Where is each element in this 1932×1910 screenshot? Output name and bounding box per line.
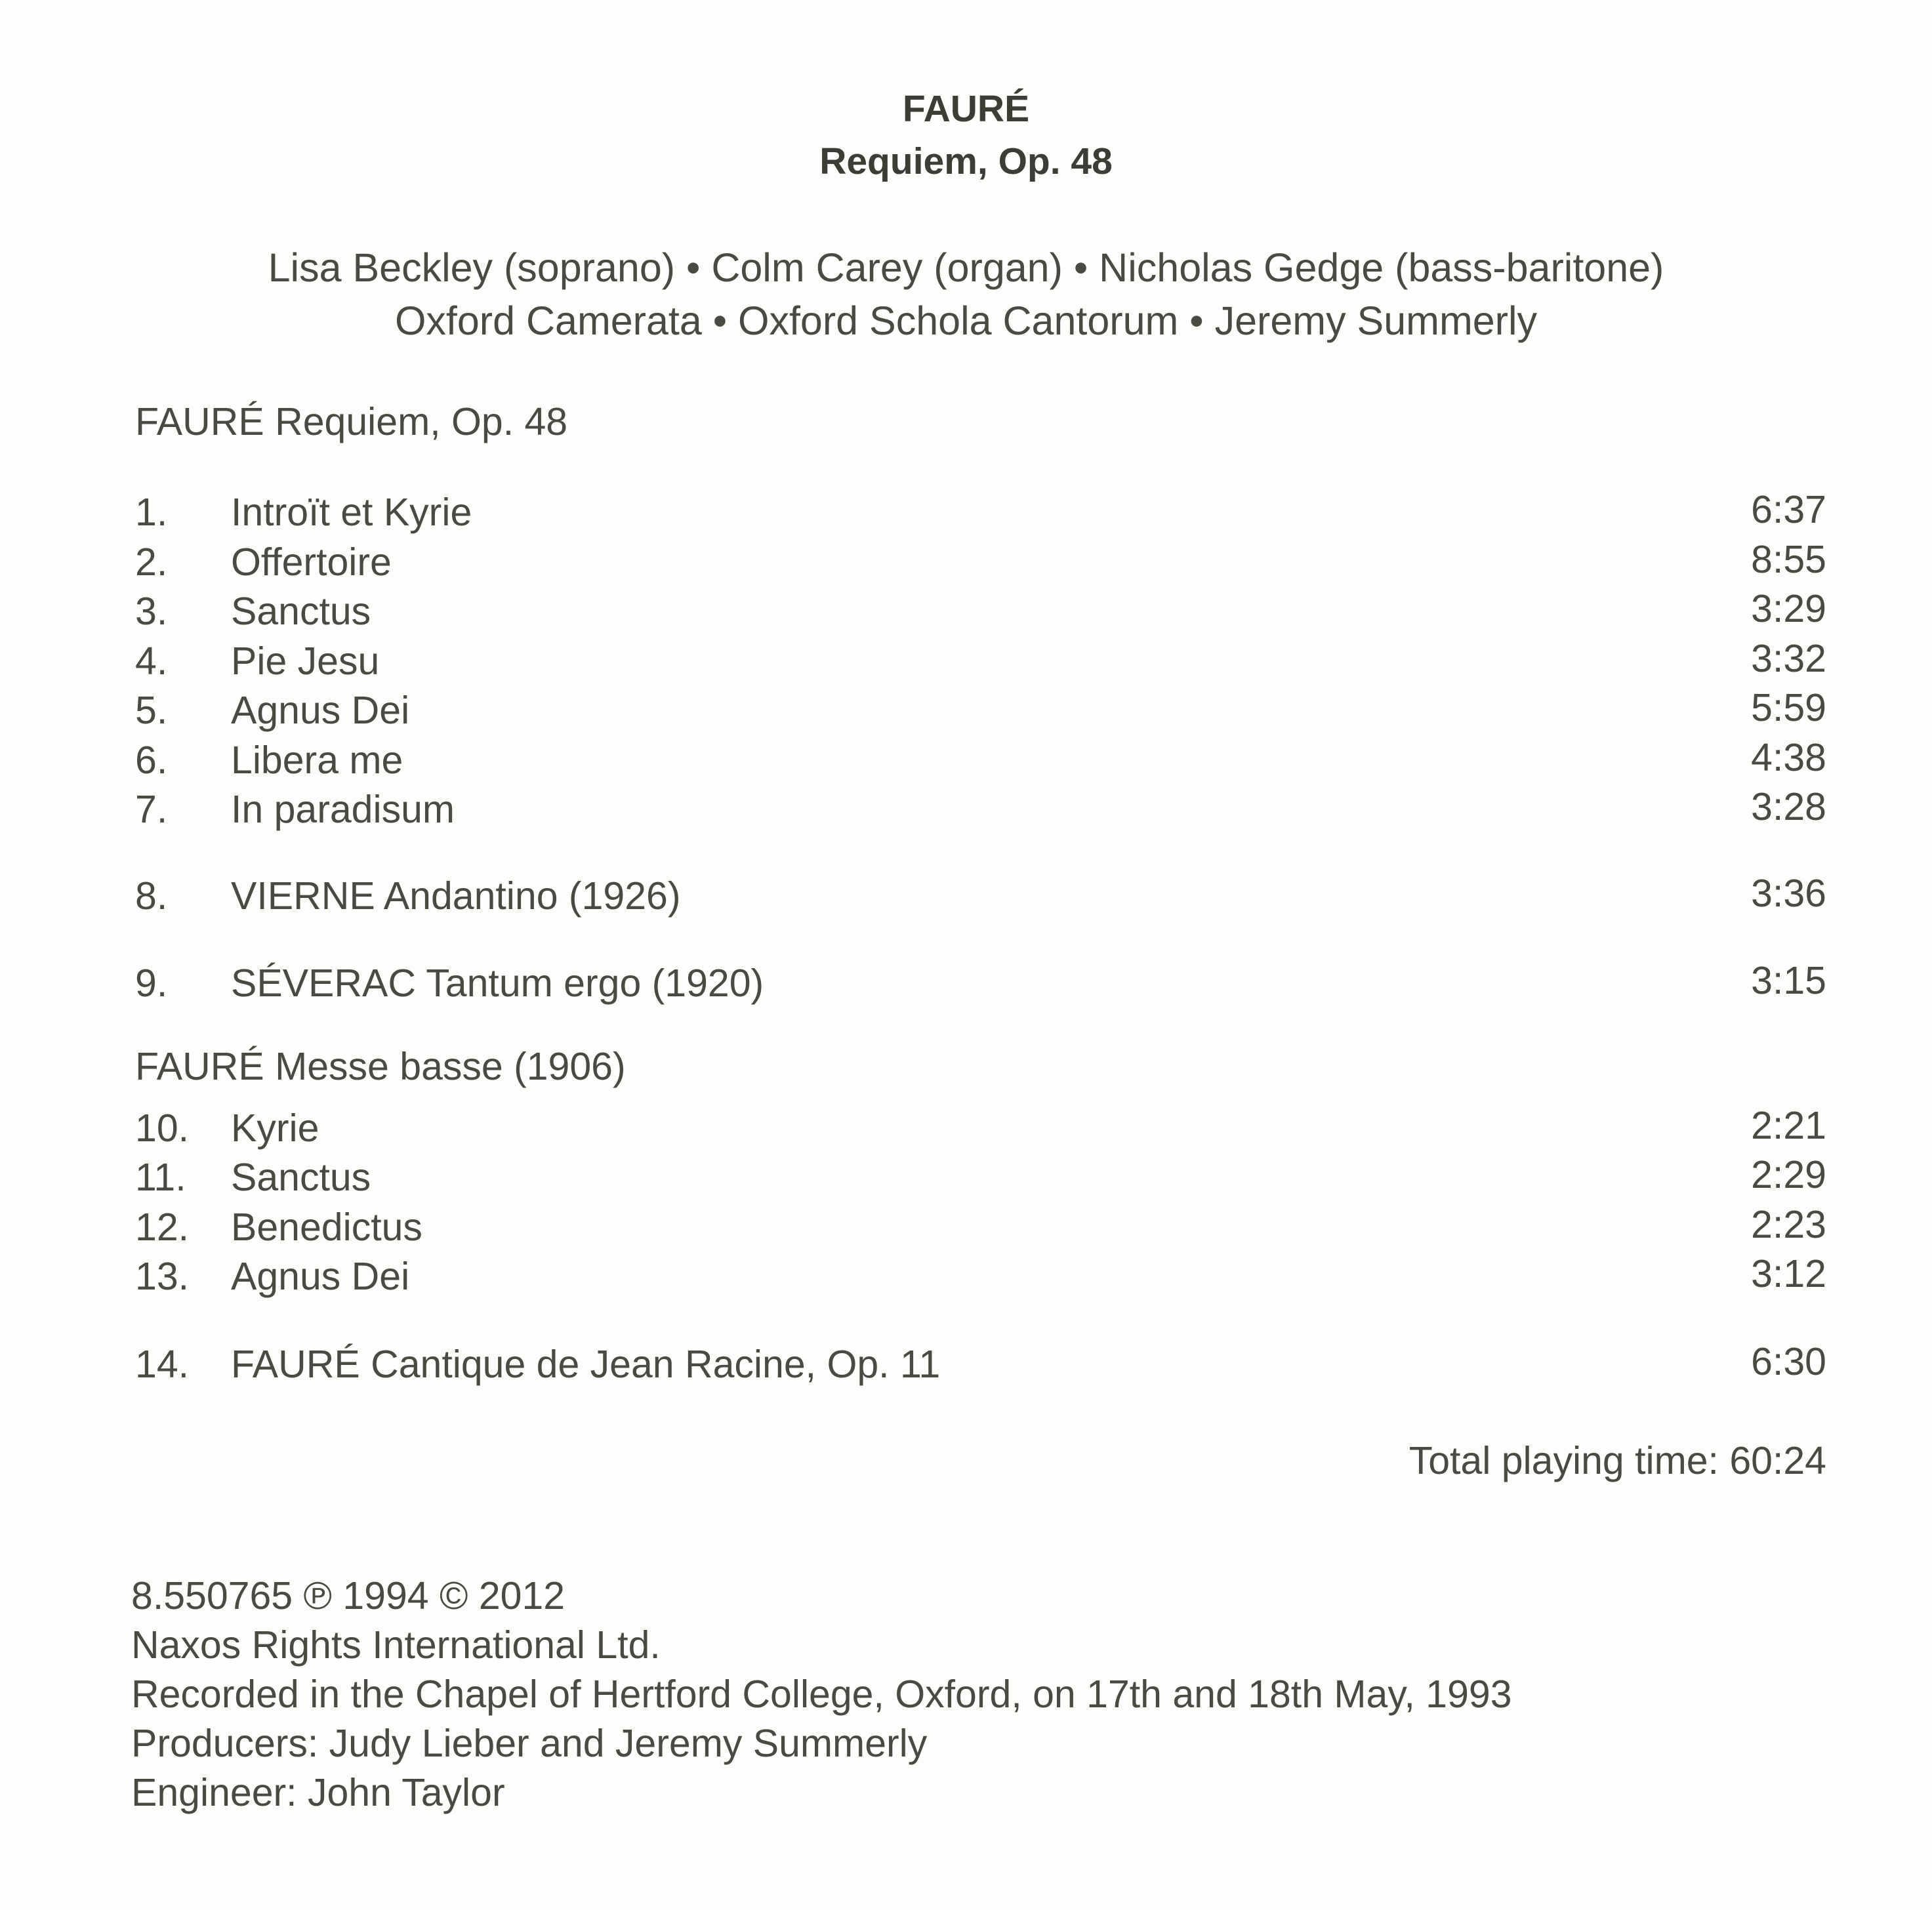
track-duration: 3:28 — [1751, 785, 1826, 828]
track-number: 2. — [135, 540, 168, 584]
track-title: Agnus Dei — [231, 689, 410, 732]
track-duration: 2:23 — [1751, 1203, 1826, 1246]
track-title: Pie Jesu — [231, 640, 380, 683]
track-duration: 2:29 — [1751, 1153, 1826, 1196]
track-title: In paradisum — [231, 788, 455, 831]
track-title: Benedictus — [231, 1206, 422, 1249]
track-title: VIERNE Andantino (1926) — [231, 874, 681, 918]
track-title: Libera me — [231, 739, 403, 782]
track-title: FAURÉ Cantique de Jean Racine, Op. 11 — [231, 1343, 941, 1386]
track-row — [135, 1203, 1826, 1251]
track-duration: 4:38 — [1751, 736, 1826, 779]
track-number: 3. — [135, 590, 168, 633]
performers-line-1: Lisa Beckley (soprano) • Colm Carey (organ) • Nicholas Gedge (bass-baritone) — [268, 245, 1664, 290]
track-duration: 3:12 — [1751, 1252, 1826, 1295]
track-duration: 3:15 — [1751, 959, 1826, 1002]
composer-heading: FAURÉ — [902, 88, 1030, 130]
track-row — [135, 785, 1826, 834]
track-row — [135, 587, 1826, 636]
track-row — [135, 1104, 1826, 1152]
total-playing-time: Total playing time: 60:24 — [1408, 1439, 1826, 1482]
performers-line-2: Oxford Camerata • Oxford Schola Cantorum • Jeremy Summerly — [394, 298, 1538, 343]
work-title: Requiem, Op. 48 — [819, 140, 1113, 182]
producers-line: Producers: Judy Lieber and Jeremy Summerly — [131, 1722, 928, 1765]
track-number: 12. — [135, 1206, 190, 1249]
engineer-line: Engineer: John Taylor — [131, 1771, 505, 1814]
track-title: Introït et Kyrie — [231, 491, 472, 534]
track-row — [135, 488, 1826, 537]
track-number: 7. — [135, 788, 168, 831]
track-number: 8. — [135, 874, 168, 918]
section-heading-messe-basse: FAURÉ Messe basse (1906) — [135, 1045, 626, 1088]
recording-venue-line: Recorded in the Chapel of Hertford College, Oxford, on 17th and 18th May, 1993 — [131, 1673, 1512, 1716]
track-title: Agnus Dei — [231, 1255, 410, 1298]
track-title: Kyrie — [231, 1107, 319, 1150]
track-number: 9. — [135, 962, 168, 1005]
track-title: Offertoire — [231, 540, 392, 584]
track-number: 4. — [135, 640, 168, 683]
track-duration: 3:29 — [1751, 587, 1826, 630]
track-row — [135, 1153, 1826, 1202]
track-duration: 3:32 — [1751, 637, 1826, 680]
track-duration: 6:37 — [1751, 488, 1826, 531]
track-row — [135, 637, 1826, 685]
track-row — [135, 872, 1826, 920]
track-number: 1. — [135, 491, 168, 534]
track-duration: 3:36 — [1751, 872, 1826, 915]
track-title: SÉVERAC Tantum ergo (1920) — [231, 962, 764, 1005]
track-row — [135, 686, 1826, 735]
rights-holder-line: Naxos Rights International Ltd. — [131, 1623, 661, 1667]
track-title: Sanctus — [231, 1156, 371, 1199]
credits-block — [131, 1572, 1512, 1818]
track-number: 10. — [135, 1107, 190, 1150]
track-title: Sanctus — [231, 590, 371, 633]
track-duration: 8:55 — [1751, 538, 1826, 581]
track-number: 6. — [135, 739, 168, 782]
section-heading-requiem: FAURÉ Requiem, Op. 48 — [135, 400, 568, 443]
track-number: 13. — [135, 1255, 190, 1298]
track-row — [135, 1252, 1826, 1301]
track-number: 5. — [135, 689, 168, 732]
track-duration: 2:21 — [1751, 1104, 1826, 1147]
track-row — [135, 736, 1826, 784]
track-row — [135, 1340, 1826, 1389]
track-duration: 5:59 — [1751, 686, 1826, 729]
track-number: 11. — [135, 1156, 186, 1199]
track-duration: 6:30 — [1751, 1340, 1826, 1383]
track-row — [135, 959, 1826, 1007]
catalogue-copyright-line: 8.550765 ℗ 1994 © 2012 — [131, 1574, 565, 1617]
track-row — [135, 538, 1826, 586]
track-number: 14. — [135, 1343, 190, 1386]
